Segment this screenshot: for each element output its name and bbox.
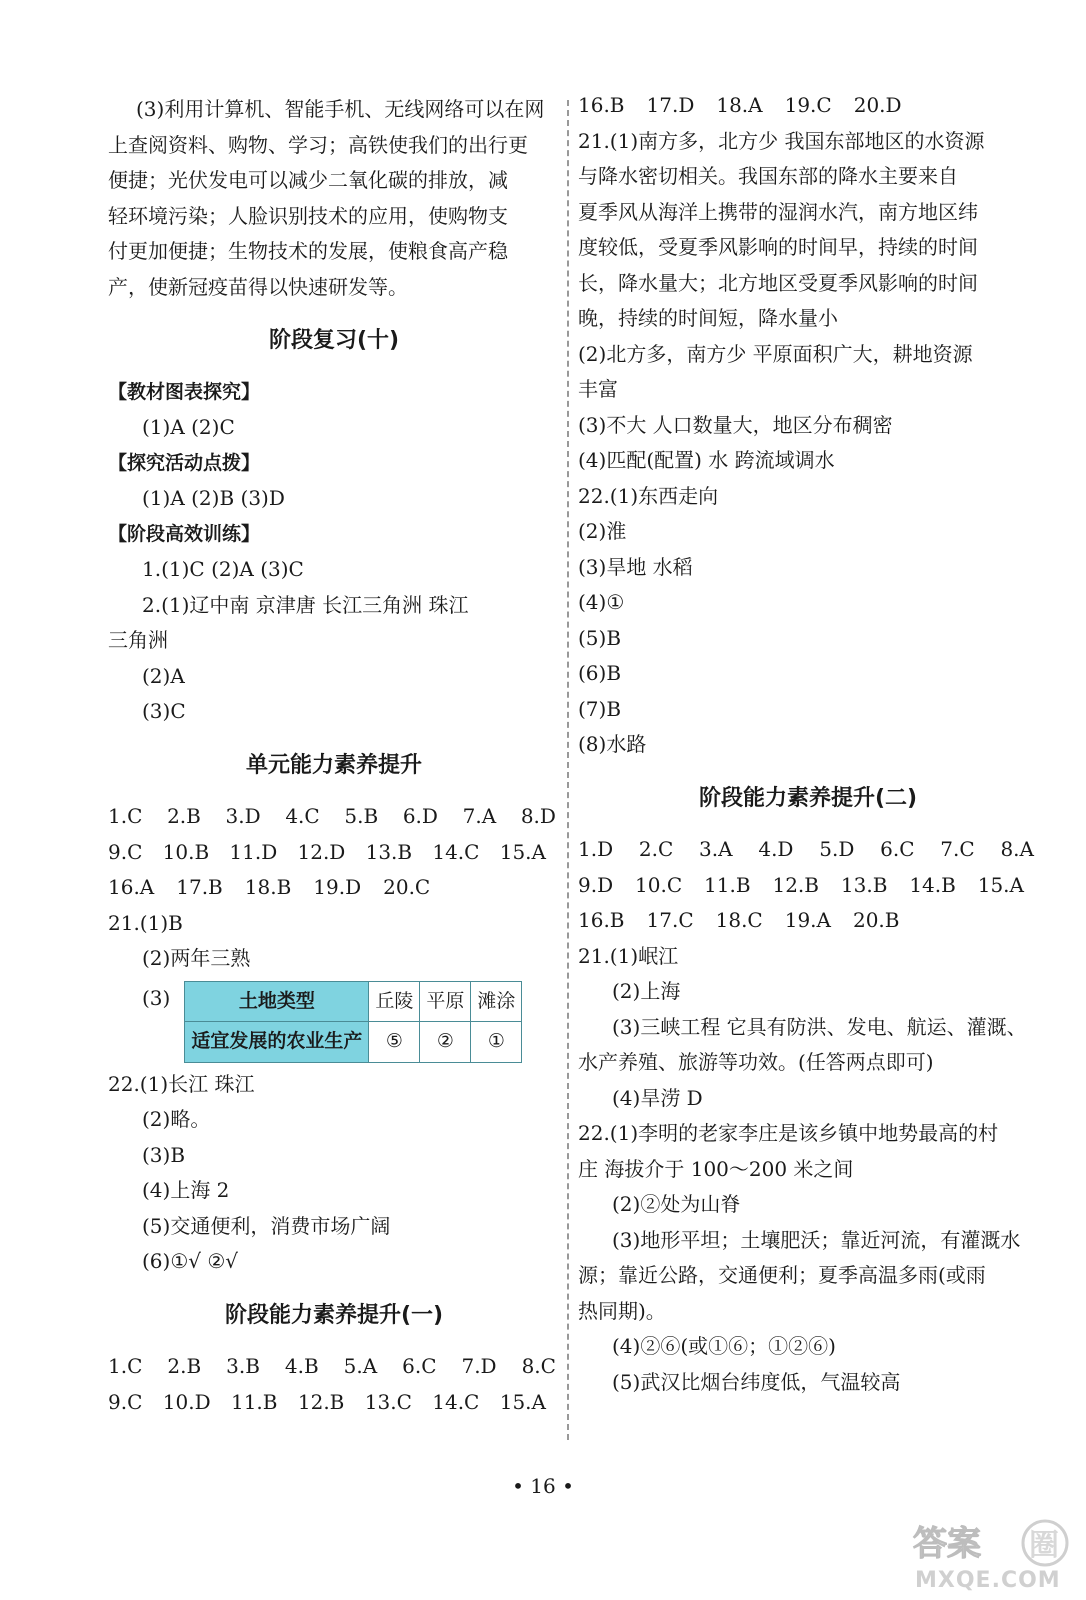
mc-answer: 19.A (784, 908, 831, 932)
section-title: 阶段能力素养提升(一) (224, 1302, 444, 1328)
mc-answer: 17.B (176, 875, 223, 899)
answer-line: 21.(1)B (108, 910, 183, 935)
mc-row (578, 868, 1038, 904)
right-column (578, 88, 1038, 1400)
left-column (108, 92, 560, 1420)
mc-answer: 3.A (699, 837, 733, 861)
intro-line: 轻环境污染；人脸识别技术的应用，使购物支 (108, 203, 508, 228)
mc-answer: 9.C (108, 1389, 143, 1414)
mc-answer: 2.B (167, 1354, 202, 1378)
mc-answer: 1.D (578, 837, 614, 861)
answer-line: (4)匹配(配置) 水 跨流域调水 (578, 448, 835, 472)
intro-line: 便捷；光伏发电可以减少二氧化碳的排放，减 (108, 168, 508, 192)
mc-answer: 20.B (852, 908, 900, 932)
land-use-table (184, 981, 522, 1063)
mc-answer: 12.B (297, 1389, 345, 1414)
answer-line: (3)不大 人口数量大，地区分布稠密 (578, 412, 893, 437)
mc-answer: 16.B (578, 908, 625, 932)
table-header-cell: 丘陵 (369, 981, 420, 1022)
mc-answer: 13.C (364, 1389, 412, 1414)
answer-line: (5)交通便利，消费市场广阔 (142, 1213, 391, 1238)
mc-answer: 7.C (940, 837, 975, 861)
answer-line: (5)B (578, 625, 622, 650)
mc-answer: 9.D (578, 872, 614, 897)
mc-answer: 7.D (461, 1354, 497, 1378)
answer-line: (2)A (142, 663, 185, 688)
answer-line: (3)C (142, 699, 186, 723)
answer-line: 22.(1)长江 珠江 (108, 1071, 255, 1096)
watermark-logo (905, 1515, 1075, 1595)
mc-answer: 8.D (520, 804, 556, 828)
mc-answer: 13.B (840, 872, 888, 897)
answer-line: 1.(1)C (2)A (3)C (142, 557, 304, 581)
answer-line: (3)三峡工程 它具有防洪、发电、航运、灌溉、 (612, 1014, 1027, 1039)
mc-answer: 18.B (244, 875, 292, 899)
answer-line: (5)武汉比烟台纬度低，气温较高 (612, 1369, 901, 1394)
mc-answer: 11.B (230, 1389, 278, 1414)
answer-line: (2)略。 (142, 1107, 211, 1131)
answer-line: (2)上海 (612, 979, 681, 1003)
answer-line: (1)A (2)B (3)D (142, 486, 285, 510)
table-cell: ① (471, 1022, 522, 1063)
answer-line: 2.(1)辽中南 京津唐 长江三角洲 珠江 (142, 592, 469, 617)
mc-answer: 12.B (772, 872, 819, 897)
mc-answer: 17.D (646, 93, 695, 117)
mc-answer: 19.D (313, 875, 362, 899)
mc-row (108, 1349, 560, 1385)
answer-line: (7)B (578, 696, 622, 721)
intro-line: (3)利用计算机、智能手机、无线网络可以在网 (136, 97, 545, 121)
mc-row (108, 870, 560, 906)
mc-answer: 3.B (226, 1354, 260, 1378)
mc-answer: 4.D (758, 837, 794, 861)
mc-answer: 20.C (383, 875, 431, 899)
answer-line: (2)北方多，南方少 平原面积广大，耕地资源 (578, 341, 973, 366)
answer-line: 与降水密切相关。我国东部的降水主要来自 (578, 164, 958, 188)
mc-answer: 10.C (635, 872, 683, 897)
answer-line: 22.(1)李明的老家李庄是该乡镇中地势最高的村 (578, 1121, 999, 1145)
mc-row (578, 903, 1038, 939)
answer-line: (2)两年三熟 (142, 946, 251, 970)
mc-answer: 14.C (432, 1389, 480, 1414)
answer-line: 庄 海拔介于 100～200 米之间 (578, 1156, 854, 1181)
mc-answer: 1.C (108, 1354, 143, 1378)
mc-answer: 5.D (819, 837, 855, 861)
answer-label: (3) (142, 985, 171, 1010)
mc-answer: 9.C (108, 839, 143, 864)
mc-answer: 16.A (108, 875, 155, 899)
mc-answer: 6.D (402, 804, 438, 828)
answer-line: 丰富 (578, 377, 618, 401)
mc-row (578, 832, 1038, 868)
answer-line: (6)①√ ②√ (142, 1249, 239, 1273)
mc-answer: 7.A (462, 804, 497, 828)
watermark-logo-icon (913, 1521, 1067, 1593)
mc-row (108, 835, 560, 871)
mc-row (108, 799, 560, 835)
mc-answer: 6.C (880, 837, 915, 861)
section-tag: 【教材图表探究】 (108, 380, 261, 403)
answer-line: 21.(1)岷江 (578, 943, 679, 968)
answer-line: (4)上海 2 (142, 1178, 230, 1202)
section-tag: 【探究活动点拨】 (108, 451, 261, 474)
mc-answer: 12.D (297, 839, 346, 864)
answer-line: (8)水路 (578, 732, 647, 756)
answer-line: (2)②处为山脊 (612, 1192, 741, 1216)
mc-answer: 13.B (365, 839, 413, 864)
answer-line: (6)B (578, 661, 622, 685)
mc-row (108, 1385, 560, 1421)
mc-answer: 19.C (784, 93, 832, 117)
table-header-row (185, 981, 522, 1022)
mc-answer: 4.B (284, 1354, 319, 1378)
answer-line: (2)淮 (578, 519, 627, 543)
mc-answer: 14.B (909, 872, 956, 897)
answer-line: 源；靠近公路，交通便利；夏季高温多雨(或雨 (578, 1263, 986, 1287)
mc-answer: 17.C (646, 908, 694, 932)
page-number: • 16 • (512, 1474, 574, 1498)
section-tag: 【阶段高效训练】 (108, 522, 261, 545)
answer-line: 三角洲 (108, 628, 168, 652)
answer-line: (3)旱地 水稻 (578, 554, 693, 579)
mc-answer: 10.B (162, 839, 210, 864)
table-cell: ② (420, 1022, 471, 1063)
mc-answer: 8.A (1000, 837, 1034, 861)
answer-line: 长，降水量大；北方地区受夏季风影响的时间 (578, 270, 978, 295)
answer-line: (3)地形平坦；土壤肥沃；靠近河流，有灌溉水 (612, 1227, 1021, 1252)
table-header-cell: 土地类型 (185, 981, 369, 1022)
svg-text:答案: 答案 (913, 1524, 981, 1564)
table-cell: ⑤ (369, 1022, 420, 1063)
mc-answer: 6.C (402, 1354, 437, 1378)
answer-line: (4)②⑥(或①⑥；①②⑥) (612, 1334, 836, 1358)
mc-answer: 8.C (521, 1354, 556, 1378)
mc-answer: 4.C (285, 804, 320, 828)
mc-answer: 15.A (499, 1389, 546, 1414)
mc-answer: 5.A (343, 1354, 378, 1378)
section-title: 阶段复习(十) (268, 328, 400, 353)
column-divider (567, 100, 569, 1440)
mc-row (578, 88, 1038, 124)
mc-answer: 20.D (853, 93, 902, 117)
mc-answer: 1.C (108, 804, 143, 828)
table-row (185, 1022, 522, 1063)
answer-line: (3)B (142, 1142, 186, 1167)
answer-line: 水产养殖、旅游等功效。(任答两点即可) (578, 1050, 934, 1074)
mc-answer: 10.D (162, 1389, 211, 1414)
table-header-cell: 滩涂 (471, 981, 522, 1022)
answer-line: 热同期)。 (578, 1298, 666, 1323)
mc-answer: 3.D (225, 804, 261, 828)
land-table-block (108, 981, 560, 1063)
answer-line: (1)A (2)C (142, 415, 235, 439)
answer-line: 晚，持续的时间短，降水量小 (578, 306, 838, 330)
svg-text:圈: 圈 (1029, 1528, 1059, 1563)
answer-line: 22.(1)东西走向 (578, 483, 719, 508)
table-cell: 适宜发展的农业生产 (185, 1022, 369, 1063)
mc-answer: 11.D (229, 839, 278, 864)
mc-answer: 2.C (638, 837, 674, 861)
mc-answer: 11.B (704, 872, 751, 897)
mc-answer: 18.C (715, 908, 763, 932)
mc-answer: 18.A (716, 93, 763, 117)
intro-line: 付更加便捷；生物技术的发展，使粮食高产稳 (108, 239, 508, 263)
answer-line: (4)① (578, 590, 625, 614)
answer-line: (4)旱涝 D (612, 1085, 703, 1110)
mc-answer: 5.B (344, 804, 379, 828)
section-title: 阶段能力素养提升(二) (698, 785, 918, 811)
answer-line: 夏季风从海洋上携带的湿润水汽，南方地区纬 (578, 199, 978, 224)
section-title: 单元能力素养提升 (245, 752, 422, 778)
mc-answer: 14.C (432, 839, 480, 864)
mc-answer: 15.A (499, 839, 546, 864)
answer-line: 21.(1)南方多，北方少 我国东部地区的水资源 (578, 128, 985, 153)
intro-line: 产，使新冠疫苗得以快速研发等。 (108, 274, 408, 299)
svg-text:MXQE.COM: MXQE.COM (915, 1568, 1061, 1593)
mc-answer: 2.B (167, 804, 201, 828)
intro-line: 上查阅资料、购物、学习；高铁使我们的出行更 (108, 132, 528, 157)
table-header-cell: 平原 (420, 981, 471, 1022)
mc-answer: 15.A (977, 872, 1024, 897)
answer-line: 度较低，受夏季风影响的时间早，持续的时间 (578, 235, 978, 259)
mc-answer: 16.B (578, 93, 625, 117)
